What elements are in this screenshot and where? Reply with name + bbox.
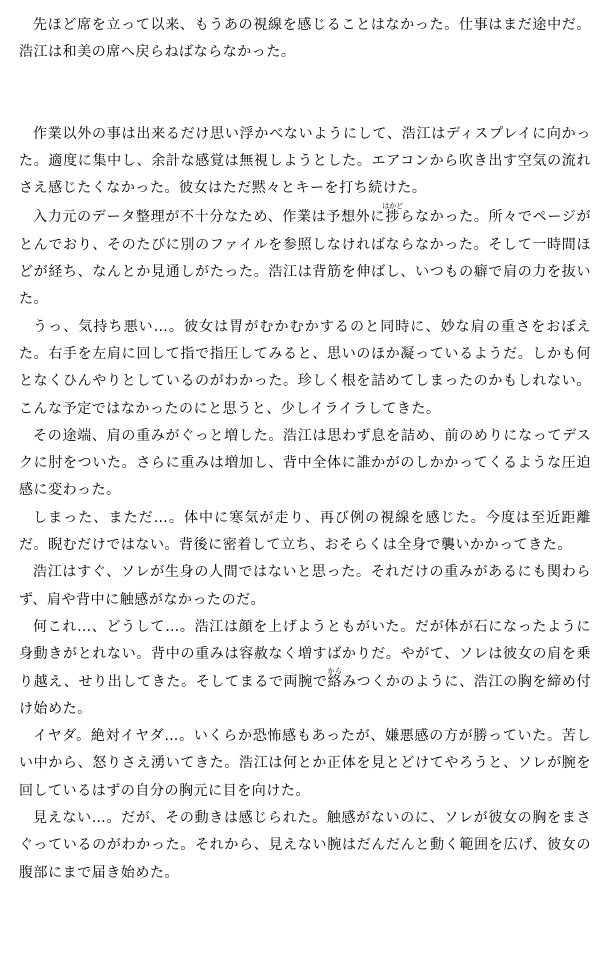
ruby-base-kara: 絡 (327, 673, 343, 690)
ruby-base-hakado: 捗 (382, 209, 404, 226)
paragraph-10: 見えない…。だが、その動きは感じられた。触感がないのに、ソレが彼女の胸をまさぐっているのがわかった。それから、見えない腕はだんだんと動く範囲を広げ、彼女の腹部にまで届き始めた。 (19, 810, 591, 881)
ruby-reading-hakado: はかど (382, 202, 404, 211)
ruby-reading-kara: から (327, 666, 343, 675)
paragraph-8-text-after: みつくかのように、浩江の胸を締め付け始めた。 (19, 673, 592, 717)
paragraph-3-text-after: らなかった。所々でページがとんでおり、そのたびに別のファイルを参照しなければならなかった。そして一時間ほどが経ち、なんとか見通しがたった。浩江は背筋を伸ばし、いつもの癖で肩の力を抜いた。 (19, 209, 591, 308)
document-page (19, 12, 591, 887)
paragraph-8-text-before: 何これ…、どうして…。浩江は顔を上げようともがいた。だが体が石になったように身動きがとれない。背中の重みは容赦なく増すばかりだ。やがて、ソレは彼女の肩を乗り越え、せり出してきた。そしてまるで両腕で (19, 618, 591, 690)
paragraph-3-text-before: 入力元のデータ整理が不十分なため、作業は予想外に (33, 209, 386, 226)
blank-line-spacer (19, 67, 591, 121)
paragraph-3 (19, 202, 591, 313)
paragraph-9: イヤダ。絶対イヤダ…。いくらか恐怖感もあったが、嫌悪感の方が勝っていた。苦しい中から、怒りさえ湧いてきた。浩江は何とか正体を見とどけてやろうと、ソレが腕を回しているはずの自分の胸元に目を向けた。 (19, 728, 591, 799)
paragraph-5: その途端、肩の重みがぐっと増した。浩江は思わず息を詰め、前のめりになってデスクに肘をついた。さらに重みは増加し、背中全体に誰かがのしかかってくるような圧迫感に変わった。 (19, 427, 591, 499)
paragraph-6: しまった、まただ…。体中に寒気が走り、再び例の視線を感じた。今度は至近距離だ。睨むだけではない。背後に密着して立ち、おそらくは全身で襲いかかってきた。 (19, 509, 591, 554)
paragraph-4: うっ、気持ち悪い…。彼女は胃がむかむかするのと同時に、妙な肩の重さをおぼえた。右手を左肩に回して指で指圧してみると、思いのほか凝っているようだ。しかも何となくひんやりとしているのがわかった。珍しく根を詰めてしまったのかもしれない。こんな予定ではなかったのにと思うと、少しイライラしてきた。 (19, 318, 591, 417)
paragraph-2: 作業以外の事は出来るだけ思い浮かべないようにして、浩江はディスプレイに向かった。適度に集中し、余計な感覚は無視しようとした。エアコンから吹き出す空気の流れさえ感じたくなかった。彼女はただ黙々とキーを打ち続けた。 (19, 125, 591, 197)
paragraph-7: 浩江はすぐ、ソレが生身の人間ではないと思った。それだけの重みがあるにも関わらず、肩や背中に触感がなかったのだ。 (19, 564, 591, 608)
ruby-hakado (382, 202, 404, 226)
paragraph-1: 先ほど席を立って以来、もうあの視線を感じることはなかった。仕事はまだ途中だ。浩江は和美の席へ戻らねばならなかった。 (19, 17, 591, 61)
ruby-kara (327, 666, 343, 690)
paragraph-8 (19, 614, 591, 723)
